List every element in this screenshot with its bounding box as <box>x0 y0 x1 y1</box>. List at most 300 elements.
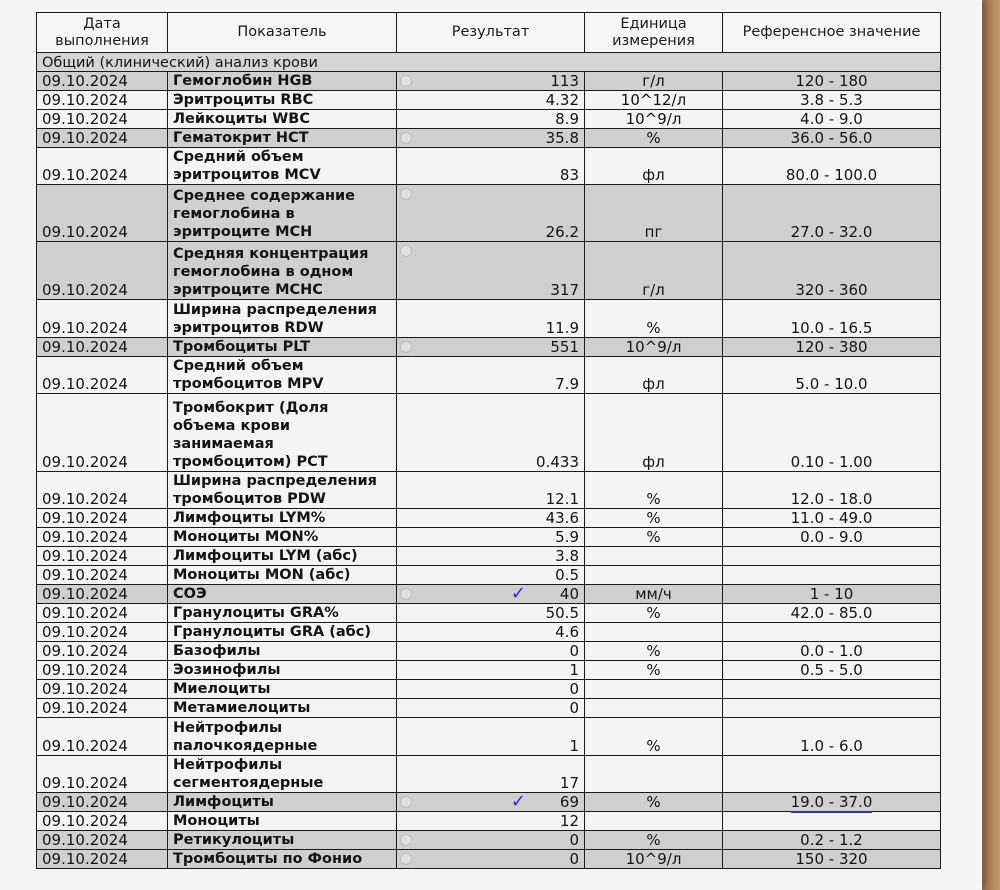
cell-reference-text: 5.0 - 10.0 <box>795 375 868 393</box>
cell-date-text: 09.10.2024 <box>42 661 128 679</box>
cell-unit <box>585 300 723 338</box>
cell-result <box>397 604 585 623</box>
cell-date <box>37 566 168 585</box>
cell-date-text: 09.10.2024 <box>42 680 128 698</box>
table-row <box>37 394 941 472</box>
cell-date <box>37 357 168 394</box>
cell-result <box>397 129 585 148</box>
cell-date <box>37 91 168 110</box>
cell-result <box>397 110 585 129</box>
cell-unit <box>585 547 723 566</box>
table-row <box>37 850 941 869</box>
table-row <box>37 756 941 793</box>
cell-indicator <box>168 338 397 357</box>
cell-indicator <box>168 185 397 242</box>
cell-reference <box>723 661 941 680</box>
cell-indicator <box>168 110 397 129</box>
cell-unit-text: фл <box>642 166 665 184</box>
cell-date <box>37 642 168 661</box>
cell-indicator-text: Тромбокрит (Доля объема крови занимаемая тромбоцитом) PCT <box>173 400 329 470</box>
cell-indicator-text: Гранулоциты GRA (абс) <box>173 624 372 640</box>
cell-indicator <box>168 812 397 831</box>
cell-date-text: 09.10.2024 <box>42 812 128 830</box>
cell-result-text: 4.32 <box>545 91 579 109</box>
cell-result-text: 0 <box>569 680 579 698</box>
cell-indicator <box>168 718 397 756</box>
cell-date-text: 09.10.2024 <box>42 490 128 508</box>
cell-date-text: 09.10.2024 <box>42 528 128 546</box>
cell-reference-text: 3.8 - 5.3 <box>800 91 863 109</box>
cell-reference-text: 12.0 - 18.0 <box>790 490 873 508</box>
table-row <box>37 604 941 623</box>
cell-indicator <box>168 357 397 394</box>
cell-unit-text: % <box>646 604 661 622</box>
cell-indicator-text: Моноциты MON (абс) <box>173 567 351 583</box>
table-row <box>37 680 941 699</box>
cell-date-text: 09.10.2024 <box>42 547 128 565</box>
cell-unit <box>585 509 723 528</box>
cell-unit <box>585 850 723 869</box>
table-row <box>37 509 941 528</box>
cell-result-text: 50.5 <box>545 604 579 622</box>
cell-result <box>397 72 585 91</box>
cell-indicator-text: Лейкоциты WBC <box>173 111 310 127</box>
cell-indicator-text: Тромбоциты PLT <box>173 339 310 355</box>
cell-date-text: 09.10.2024 <box>42 91 128 109</box>
cell-result-text: 0 <box>569 831 579 849</box>
flag-circle-icon <box>400 75 412 87</box>
cell-indicator <box>168 547 397 566</box>
table-row <box>37 812 941 831</box>
cell-indicator <box>168 623 397 642</box>
table-header-row <box>37 13 941 53</box>
cell-date-text: 09.10.2024 <box>42 453 128 471</box>
cell-result-text: 1 <box>569 661 579 679</box>
cell-result-text: 69 <box>559 793 579 811</box>
cell-date <box>37 699 168 718</box>
cell-indicator <box>168 831 397 850</box>
header-date: Дата выполнения <box>37 13 168 53</box>
table-row <box>37 547 941 566</box>
cell-indicator-text: Ширина распределения эритроцитов RDW <box>173 302 377 336</box>
cell-date-text: 09.10.2024 <box>42 737 128 755</box>
table-row <box>37 585 941 604</box>
cell-result-text: 12.1 <box>545 490 579 508</box>
cell-unit <box>585 661 723 680</box>
cell-unit <box>585 91 723 110</box>
table-row <box>37 300 941 338</box>
cell-indicator-text: Гемоглобин HGB <box>173 73 313 89</box>
cell-reference <box>723 642 941 661</box>
cell-indicator-text: СОЭ <box>173 586 207 602</box>
cell-date-text: 09.10.2024 <box>42 642 128 660</box>
cell-reference-text: 11.0 - 49.0 <box>790 509 873 527</box>
cell-date-text: 09.10.2024 <box>42 604 128 622</box>
cell-result <box>397 242 585 300</box>
cell-date-text: 09.10.2024 <box>42 319 128 337</box>
cell-date-text: 09.10.2024 <box>42 338 128 356</box>
cell-result <box>397 547 585 566</box>
cell-reference <box>723 338 941 357</box>
cell-unit-text: 10^9/л <box>625 110 682 128</box>
cell-date-text: 09.10.2024 <box>42 793 128 811</box>
cell-date-text: 09.10.2024 <box>42 585 128 603</box>
cell-result <box>397 831 585 850</box>
cell-reference-text: 19.0 - 37.0 <box>790 793 873 811</box>
cell-date <box>37 148 168 185</box>
cell-result <box>397 793 585 812</box>
cell-indicator-text: Тромбоциты по Фонио <box>173 851 363 867</box>
cell-reference <box>723 547 941 566</box>
cell-date-text: 09.10.2024 <box>42 699 128 717</box>
blood-test-table <box>36 12 941 869</box>
cell-date-text: 09.10.2024 <box>42 831 128 849</box>
cell-unit <box>585 793 723 812</box>
cell-unit <box>585 394 723 472</box>
cell-result-text: 0 <box>569 850 579 868</box>
cell-reference <box>723 110 941 129</box>
cell-date-text: 09.10.2024 <box>42 850 128 868</box>
cell-reference-text: 0.2 - 1.2 <box>800 831 863 849</box>
cell-result <box>397 357 585 394</box>
cell-date <box>37 718 168 756</box>
cell-indicator <box>168 72 397 91</box>
cell-date-text: 09.10.2024 <box>42 166 128 184</box>
cell-reference-text: 36.0 - 56.0 <box>790 129 873 147</box>
cell-indicator-text: Нейтрофилы палочкоядерные <box>173 720 318 754</box>
cell-reference-text: 0.0 - 1.0 <box>800 642 863 660</box>
cell-reference <box>723 357 941 394</box>
cell-result-text: 8.9 <box>555 110 579 128</box>
cell-result-text: 551 <box>550 338 579 356</box>
cell-result-text: 83 <box>559 166 579 184</box>
table-row <box>37 699 941 718</box>
header-indicator: Показатель <box>168 13 397 53</box>
cell-result <box>397 661 585 680</box>
flag-circle-icon <box>400 588 412 600</box>
cell-unit-text: % <box>646 490 661 508</box>
flag-circle-icon <box>400 245 412 257</box>
cell-result <box>397 812 585 831</box>
cell-indicator <box>168 394 397 472</box>
cell-reference <box>723 623 941 642</box>
cell-date-text: 09.10.2024 <box>42 129 128 147</box>
cell-result-text: 3.8 <box>555 547 579 565</box>
cell-date <box>37 661 168 680</box>
cell-unit <box>585 528 723 547</box>
cell-unit-text: г/л <box>642 281 665 299</box>
table-row <box>37 338 941 357</box>
cell-unit-text: 10^9/л <box>625 338 682 356</box>
cell-date <box>37 509 168 528</box>
cell-unit <box>585 812 723 831</box>
cell-indicator <box>168 793 397 812</box>
cell-unit <box>585 72 723 91</box>
table-row <box>37 472 941 509</box>
cell-unit-text: 10^12/л <box>620 91 687 109</box>
cell-indicator <box>168 699 397 718</box>
flag-circle-icon <box>400 341 412 353</box>
cell-unit <box>585 831 723 850</box>
cell-result-text: 35.8 <box>545 129 579 147</box>
cell-date <box>37 129 168 148</box>
cell-unit-text: % <box>646 509 661 527</box>
cell-unit <box>585 680 723 699</box>
cell-result-text: 43.6 <box>545 509 579 527</box>
cell-indicator <box>168 300 397 338</box>
cell-date <box>37 812 168 831</box>
cell-result-text: 40 <box>559 585 579 603</box>
cell-result-text: 4.6 <box>555 623 579 641</box>
flag-circle-icon <box>400 132 412 144</box>
table-row <box>37 129 941 148</box>
cell-unit-text: % <box>646 737 661 755</box>
cell-unit <box>585 338 723 357</box>
cell-reference <box>723 718 941 756</box>
cell-date <box>37 831 168 850</box>
cell-indicator-text: Моноциты MON% <box>173 529 319 545</box>
cell-date <box>37 472 168 509</box>
cell-indicator-text: Нейтрофилы сегментоядерные <box>173 757 324 791</box>
cell-indicator <box>168 680 397 699</box>
table-row <box>37 72 941 91</box>
cell-reference <box>723 585 941 604</box>
cell-unit <box>585 718 723 756</box>
table-row <box>37 661 941 680</box>
cell-reference <box>723 528 941 547</box>
flag-circle-icon <box>400 796 412 808</box>
cell-indicator <box>168 148 397 185</box>
cell-reference-text: 10.0 - 16.5 <box>790 319 873 337</box>
flag-circle-icon <box>400 188 412 200</box>
cell-result <box>397 585 585 604</box>
cell-reference-text: 4.0 - 9.0 <box>800 110 863 128</box>
cell-indicator-text: Средний объем тромбоцитов MPV <box>173 358 324 392</box>
cell-reference-text: 42.0 - 85.0 <box>790 604 873 622</box>
cell-indicator-text: Эритроциты RBC <box>173 92 314 108</box>
table-row <box>37 528 941 547</box>
cell-indicator-text: Лимфоциты LYM% <box>173 510 326 526</box>
cell-reference <box>723 793 941 812</box>
cell-reference-text: 320 - 360 <box>795 281 868 299</box>
cell-indicator <box>168 661 397 680</box>
cell-indicator <box>168 850 397 869</box>
cell-result-text: 26.2 <box>545 223 579 241</box>
cell-result <box>397 300 585 338</box>
table-row <box>37 185 941 242</box>
cell-unit-text: г/л <box>642 72 665 90</box>
cell-reference-text: 0.5 - 5.0 <box>800 661 863 679</box>
cell-unit <box>585 185 723 242</box>
cell-date-text: 09.10.2024 <box>42 375 128 393</box>
cell-unit <box>585 623 723 642</box>
cell-reference <box>723 394 941 472</box>
cell-result <box>397 680 585 699</box>
cell-indicator-text: Базофилы <box>173 643 261 659</box>
table-row <box>37 718 941 756</box>
cell-date <box>37 604 168 623</box>
cell-unit <box>585 756 723 793</box>
cell-date <box>37 680 168 699</box>
cell-unit <box>585 472 723 509</box>
cell-date <box>37 756 168 793</box>
cell-reference-text: 1 - 10 <box>809 585 854 603</box>
cell-unit-text: % <box>646 129 661 147</box>
cell-date-text: 09.10.2024 <box>42 774 128 792</box>
cell-date <box>37 623 168 642</box>
cell-indicator-text: Ширина распределения тромбоцитов PDW <box>173 473 377 507</box>
cell-unit-text: фл <box>642 453 665 471</box>
cell-date-text: 09.10.2024 <box>42 509 128 527</box>
cell-reference-text: 1.0 - 6.0 <box>800 737 863 755</box>
cell-result-text: 0 <box>569 699 579 717</box>
cell-result <box>397 394 585 472</box>
cell-reference-text: 150 - 320 <box>795 850 868 868</box>
cell-date <box>37 72 168 91</box>
cell-indicator-text: Среднее содержание гемоглобина в эритроците MCH <box>173 188 356 240</box>
cell-result-text: 0.433 <box>536 453 579 471</box>
cell-result <box>397 566 585 585</box>
cell-unit <box>585 110 723 129</box>
cell-reference <box>723 756 941 793</box>
cell-date <box>37 528 168 547</box>
cell-result <box>397 756 585 793</box>
cell-result <box>397 185 585 242</box>
cell-result <box>397 699 585 718</box>
cell-indicator <box>168 642 397 661</box>
table-row <box>37 91 941 110</box>
cell-date-text: 09.10.2024 <box>42 223 128 241</box>
table-row <box>37 831 941 850</box>
table-row <box>37 148 941 185</box>
cell-date <box>37 185 168 242</box>
cell-reference <box>723 129 941 148</box>
cell-date <box>37 585 168 604</box>
cell-unit-text: % <box>646 661 661 679</box>
cell-unit-text: 10^9/л <box>625 850 682 868</box>
table-row <box>37 642 941 661</box>
cell-unit <box>585 242 723 300</box>
cell-unit <box>585 604 723 623</box>
cell-unit <box>585 357 723 394</box>
table-row <box>37 242 941 300</box>
cell-reference-text: 80.0 - 100.0 <box>785 166 878 184</box>
cell-result-text: 0 <box>569 642 579 660</box>
cell-reference-text: 120 - 180 <box>795 72 868 90</box>
cell-indicator <box>168 242 397 300</box>
header-unit: Единица измерения <box>585 13 723 53</box>
cell-unit <box>585 642 723 661</box>
cell-unit-text: % <box>646 831 661 849</box>
cell-indicator <box>168 472 397 509</box>
cell-indicator-text: Моноциты <box>173 813 260 829</box>
cell-reference <box>723 831 941 850</box>
cell-result-text: 17 <box>559 774 579 792</box>
flag-circle-icon <box>400 853 412 865</box>
cell-date <box>37 242 168 300</box>
checkmark-icon: ✓ <box>510 791 526 812</box>
cell-indicator <box>168 528 397 547</box>
cell-indicator <box>168 604 397 623</box>
cell-result <box>397 91 585 110</box>
cell-unit <box>585 148 723 185</box>
cell-unit-text: мм/ч <box>635 585 672 603</box>
cell-result <box>397 528 585 547</box>
checkmark-icon: ✓ <box>510 583 526 604</box>
cell-indicator-text: Миелоциты <box>173 681 271 697</box>
cell-reference <box>723 699 941 718</box>
cell-unit-text: % <box>646 642 661 660</box>
cell-indicator-text: Гранулоциты GRA% <box>173 605 339 621</box>
cell-indicator-text: Метамиелоциты <box>173 700 311 716</box>
table-row <box>37 793 941 812</box>
cell-reference <box>723 509 941 528</box>
cell-reference <box>723 680 941 699</box>
cell-reference-text: 0.10 - 1.00 <box>790 453 873 471</box>
cell-date <box>37 394 168 472</box>
cell-result <box>397 718 585 756</box>
cell-indicator-text: Лимфоциты <box>173 794 274 810</box>
cell-reference <box>723 72 941 91</box>
cell-indicator-text: Гематокрит HCT <box>173 130 309 146</box>
cell-date-text: 09.10.2024 <box>42 72 128 90</box>
cell-reference <box>723 604 941 623</box>
cell-date-text: 09.10.2024 <box>42 566 128 584</box>
cell-indicator-text: Средний объем эритроцитов MCV <box>173 149 321 183</box>
cell-indicator-text: Эозинофилы <box>173 662 281 678</box>
cell-result-text: 11.9 <box>545 319 579 337</box>
cell-unit <box>585 699 723 718</box>
cell-reference <box>723 185 941 242</box>
cell-result-text: 113 <box>550 72 579 90</box>
cell-result <box>397 850 585 869</box>
header-result: Результат <box>397 13 585 53</box>
flag-circle-icon <box>400 834 412 846</box>
cell-indicator <box>168 509 397 528</box>
cell-unit-text: % <box>646 793 661 811</box>
cell-result-text: 1 <box>569 737 579 755</box>
cell-indicator <box>168 566 397 585</box>
cell-reference-text: 120 - 380 <box>795 338 868 356</box>
table-row <box>37 623 941 642</box>
cell-unit-text: фл <box>642 375 665 393</box>
cell-date-text: 09.10.2024 <box>42 623 128 641</box>
cell-reference <box>723 242 941 300</box>
cell-indicator <box>168 129 397 148</box>
cell-indicator <box>168 91 397 110</box>
cell-date <box>37 850 168 869</box>
cell-reference <box>723 850 941 869</box>
cell-date <box>37 547 168 566</box>
cell-reference <box>723 472 941 509</box>
cell-date-text: 09.10.2024 <box>42 110 128 128</box>
cell-result <box>397 338 585 357</box>
cell-indicator-text: Средняя концентрация гемоглобина в одном эритроците MCHC <box>173 246 369 298</box>
cell-result <box>397 472 585 509</box>
cell-reference <box>723 91 941 110</box>
cell-result-text: 7.9 <box>555 375 579 393</box>
cell-indicator-text: Лимфоциты LYM (абс) <box>173 548 358 564</box>
cell-date <box>37 793 168 812</box>
cell-indicator <box>168 756 397 793</box>
cell-unit-text: % <box>646 319 661 337</box>
cell-result-text: 317 <box>550 281 579 299</box>
table-row <box>37 566 941 585</box>
cell-indicator <box>168 585 397 604</box>
table-row <box>37 357 941 394</box>
cell-unit-text: пг <box>644 223 663 241</box>
cell-unit <box>585 566 723 585</box>
